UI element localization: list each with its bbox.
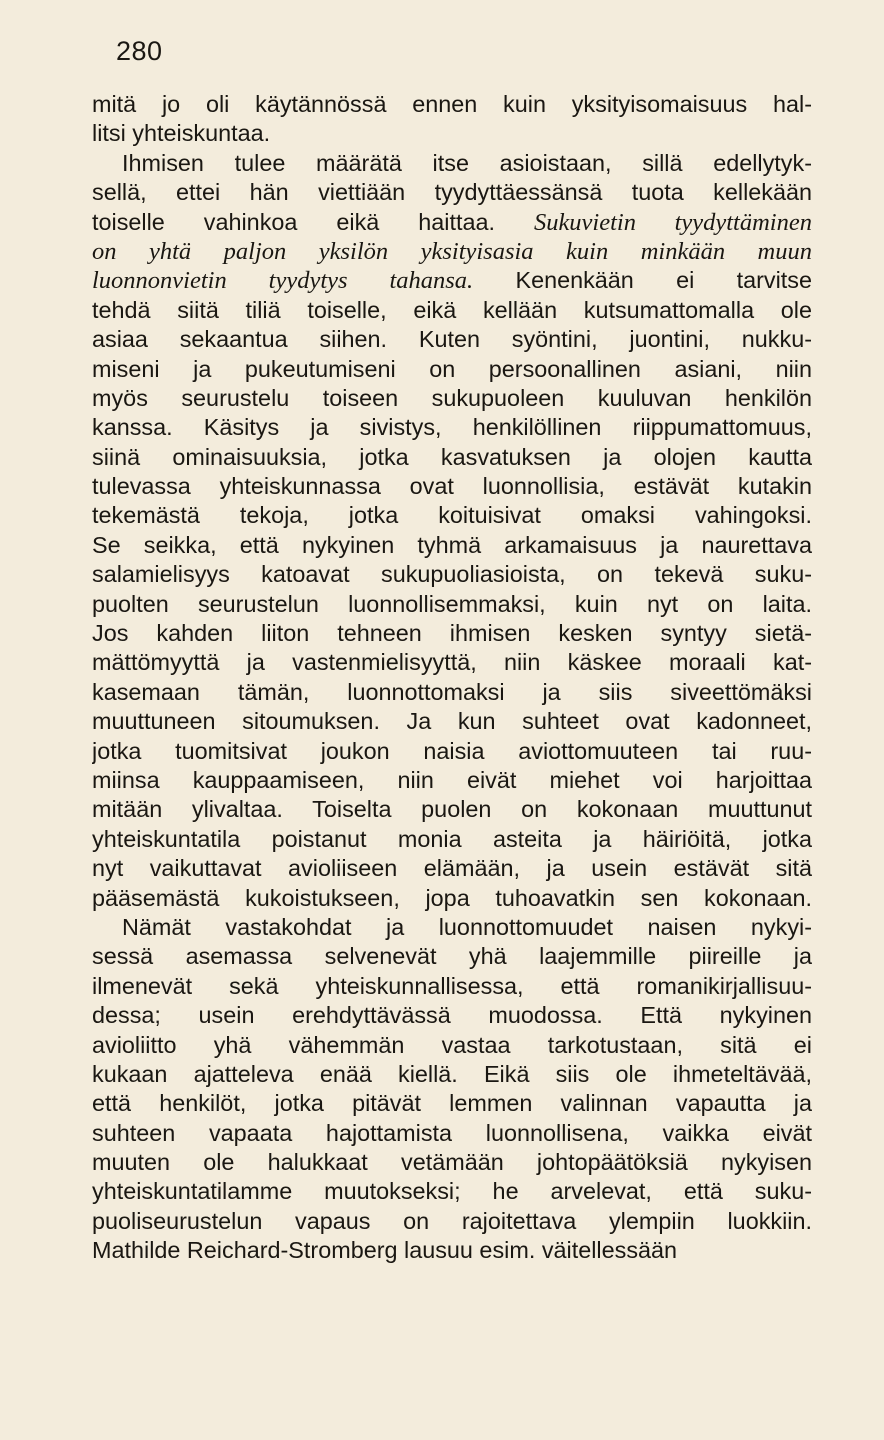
text-line: pääsemästä kukoistukseen, jopa tuhoavatkin sen kokonaan. (92, 884, 812, 911)
text-line: muuttuneen sitoumuksen. Ja kun suhteet ovat kadonneet, (92, 708, 812, 735)
text-line: Se seikka, että nykyinen tyhmä arkamaisuus ja naurettava (92, 531, 812, 558)
text-line: nyt vaikuttavat avioliiseen elämään, ja usein estävät sitä (92, 855, 812, 882)
text-segment: Kenenkään ei tarvitse (473, 267, 812, 294)
text-line: miseni ja pukeutumiseni on persoonallinen asiani, niin (92, 355, 812, 382)
text-line: kasemaan tämän, luonnottomaksi ja siis siveettömäksi (92, 678, 812, 705)
text-line: sessä asemassa selvenevät yhä laajemmille piireille ja (92, 943, 812, 970)
text-line: kanssa. Käsitys ja sivistys, henkilöllinen riippumattomuus, (92, 414, 812, 441)
text-line: jotka tuomitsivat joukon naisia aviottomuuteen tai ruu- (92, 737, 812, 764)
page-number: 280 (116, 36, 163, 66)
text-line: sellä, ettei hän viettiään tyydyttäessänsä tuota kellekään (92, 179, 812, 206)
text-line: mitään ylivaltaa. Toiselta puolen on kokonaan muuttunut (92, 796, 812, 823)
text-line: puoliseurustelun vapaus on rajoitettava ylempiin luokkiin. (92, 1207, 812, 1234)
emphasized-text: luonnonvietin tyydytys tahansa. (92, 267, 474, 295)
text-line (92, 237, 812, 266)
text-line: Jos kahden liiton tehneen ihmisen kesken syntyy sietä- (92, 620, 812, 647)
text-line: ilmenevät sekä yhteiskunnallisessa, että romanikirjallisuu- (92, 972, 812, 999)
text-line: siinä ominaisuuksia, jotka kasvatuksen ja olojen kautta (92, 443, 812, 470)
text-line: mitä jo oli käytännössä ennen kuin yksityisomaisuus hal- (92, 91, 812, 117)
text-segment: toiselle vahinkoa eikä haittaa. (92, 208, 534, 235)
text-line: dessa; usein erehdyttävässä muodossa. Että nykyinen (92, 1002, 812, 1029)
body-text (92, 90, 812, 1266)
text-line: kukaan ajatteleva enää kiellä. Eikä siis ole ihmeteltävää, (92, 1060, 812, 1087)
text-line: mättömyyttä ja vastenmielisyyttä, niin käskee moraali kat- (92, 649, 812, 676)
text-line: tulevassa yhteiskunnassa ovat luonnollisia, estävät kutakin (92, 473, 812, 500)
text-line: yhteiskuntatila poistanut monia asteita ja häiriöitä, jotka (92, 825, 812, 852)
text-line: että henkilöt, jotka pitävät lemmen valinnan vapautta ja (92, 1090, 812, 1117)
emphasized-text: on yhtä paljon yksilön yksityisasia kuin minkään muun (92, 237, 812, 265)
text-line: suhteen vapaata hajottamista luonnollisena, vaikka eivät (92, 1119, 812, 1146)
text-line: asiaa sekaantua siihen. Kuten syöntini, juontini, nukku- (92, 326, 812, 353)
text-line: yhteiskuntatilamme muutokseksi; he arvelevat, että suku- (92, 1178, 812, 1205)
text-line: Nämät vastakohdat ja luonnottomuudet naisen nykyi- (122, 913, 812, 940)
text-line: Mathilde Reichard-Stromberg lausuu esim. väitellessään (92, 1237, 678, 1264)
text-line (92, 208, 812, 237)
emphasized-text: Sukuvietin tyydyttäminen (533, 208, 812, 236)
text-line: tekemästä tekoja, jotka koituisivat omaksi vahingoksi. (92, 502, 812, 529)
text-line: salamielisyys katoavat sukupuoliasioista, on tekevä suku- (92, 561, 812, 588)
text-line: Ihmisen tulee määrätä itse asioistaan, sillä edellytyk- (122, 149, 812, 176)
text-line: myös seurustelu toiseen sukupuoleen kuuluvan henkilön (92, 384, 812, 411)
text-line: litsi yhteiskuntaa. (92, 120, 271, 147)
text-line (92, 266, 812, 295)
text-line: puolten seurustelun luonnollisemmaksi, kuin nyt on laita. (92, 590, 812, 617)
text-line: miinsa kauppaamiseen, niin eivät miehet voi harjoittaa (92, 766, 812, 793)
text-line: muuten ole halukkaat vetämään johtopäätöksiä nykyisen (92, 1149, 812, 1176)
text-line: tehdä siitä tiliä toiselle, eikä kellään kutsumattomalla ole (92, 296, 812, 323)
text-line: avioliitto yhä vähemmän vastaa tarkotustaan, sitä ei (92, 1031, 812, 1058)
